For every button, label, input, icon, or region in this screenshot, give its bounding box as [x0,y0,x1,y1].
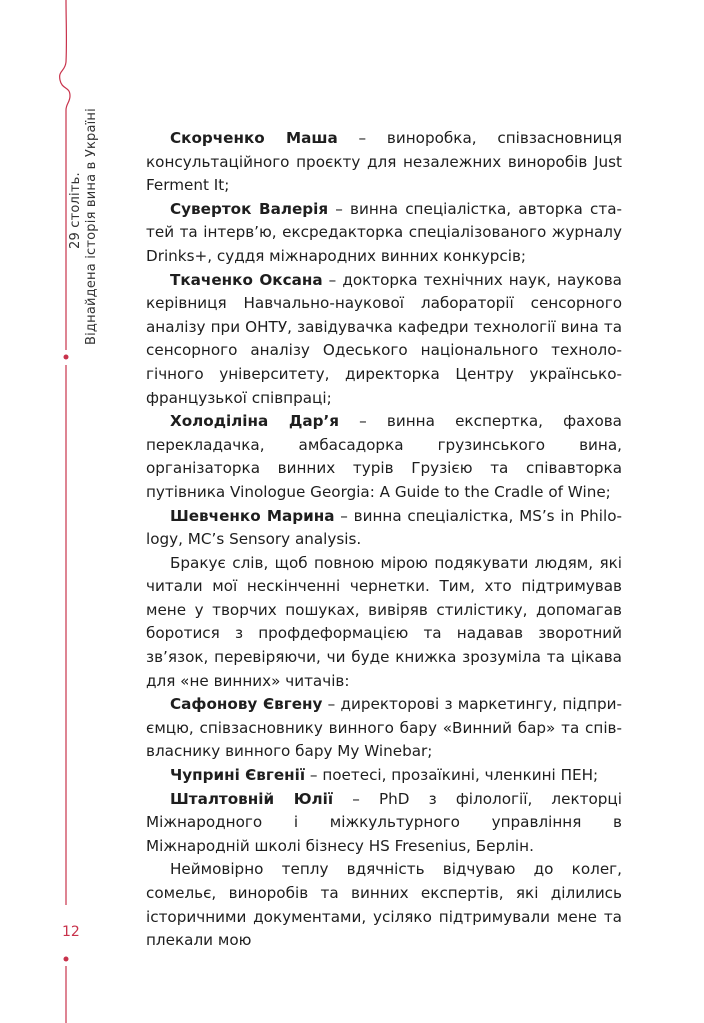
paragraph-name: Чуприні Євгенії [170,766,306,785]
paragraph-text: – винoробка, співзасновниця консультаційного проєкту для незалежних винoробів Just Ferment It; [146,129,623,195]
paragraph [146,788,622,859]
paragraph-text: – винна експертка, фахова перекладачка, амбасадорка грузинського вина, організаторка винних турів Грузією та співавторка путівника Vinologue Georgia: A Guide to the Cradle of Wine; [146,412,622,501]
paragraph [146,552,622,694]
paragraph-name: Сафонову Євгену [170,695,323,714]
paragraph [146,764,622,788]
paragraph-text: Неймовірно теплу вдячність відчуваю до колег, сомельє, винoробів та винних експертів, які ділились історичними документами, усіляко підтримували мене та плекали мою [146,860,622,950]
paragraph [146,198,622,269]
paragraph-text: – PhD з філології, лекторці Міжнародного і міжкультурного управління в Міжнародній школі бізнесу HS Fresenius, Берлін. [146,789,622,855]
paragraph [146,410,622,504]
running-head-title: 29 століть. [68,172,83,249]
paragraph [146,127,622,198]
paragraph-text: Бракує слів, щоб повною мірою подякувати людям, які читали мої нескінченні чернетки. Тим, хто підтримував мене у творчих пошуках, вивіряв стилістику, допомагав боротися з профдеформацією та надавав зворотний зв’язок, перевіряючи, чи буде книжка зрозуміла та цікава для «не винних» читачів: [146,553,622,690]
paragraph-text: – винна спеціалістка, MS’s in Philology, MC’s Sensory analysis. [146,506,623,549]
paragraph-name: Шевченко Марина [170,506,335,525]
paragraph-text: – директорові з маркетингу, підприємцю, співзасновнику винного бару «Винний бар» та співвласнику винного бару My Winebar; [146,695,622,761]
paragraph [146,505,622,552]
paragraph-text: – винна спеціалістка, авторка статей та інтерв’ю, ексредакторка спеціалізованого журналу Drinks+, суддя міжнародних винних конкурсів; [146,199,622,265]
paragraph-name: Холоділіна Дар’я [170,412,340,431]
paragraph-text: – поетесі, прозаїкині, членкині ПЕН; [305,766,599,785]
paragraph-name: Шталтовній Юлії [170,789,334,808]
paragraph-name: Суверток Валерія [170,199,329,218]
page-number: 12 [62,924,80,940]
paragraph-text: – докторка технічних наук, наукова керівниця Навчально-наукової лабораторії сенсорного аналізу при ОНТУ, завідувачка кафедри технології вина та сенсорного аналізу Одеського національного технологічного університету, директорка Центру українсько-французької співпраці; [146,270,622,407]
paragraph [146,858,622,952]
paragraph [146,269,622,411]
running-head-subtitle: Віднайдена історія вина в Україні [84,108,99,345]
body-text [146,127,622,953]
paragraph [146,693,622,764]
paragraph-name: Скорченко Маша [170,129,338,147]
paragraph-name: Ткаченко Оксана [170,270,323,289]
